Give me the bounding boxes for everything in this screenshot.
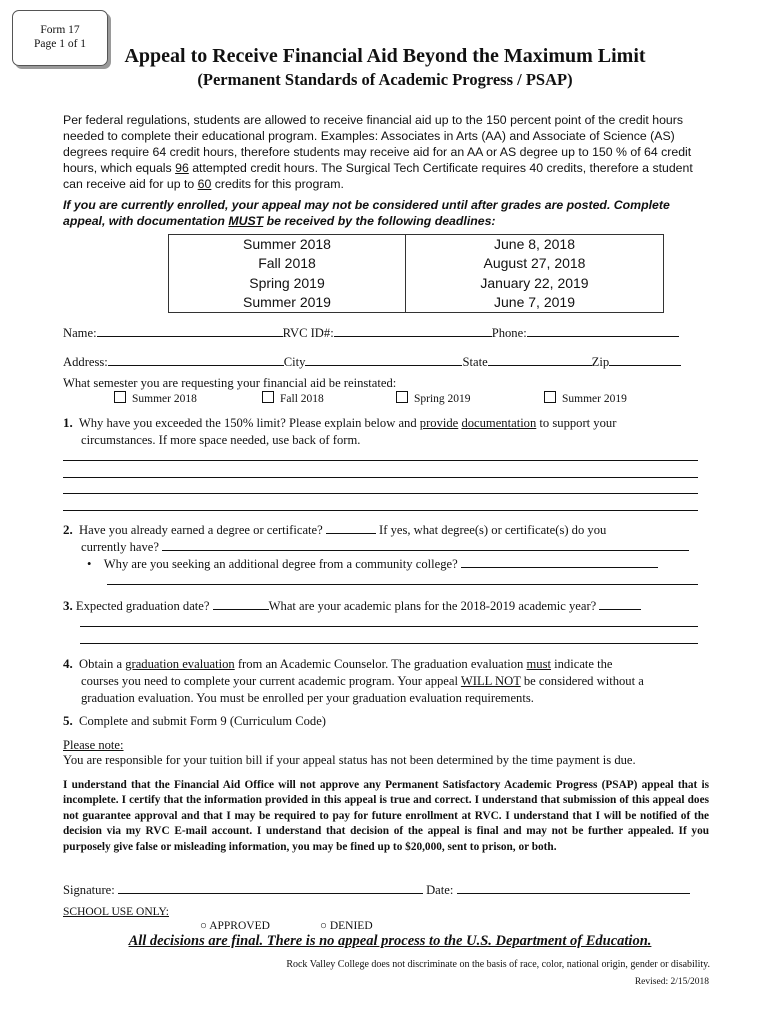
question-3: 3. Expected graduation date? What are your academic plans for the 2018-2019 academic year? [63,597,641,615]
address-field[interactable] [108,353,284,366]
city-label: City [283,355,306,369]
credits-60: 60 [197,177,212,191]
agreement-statement: I understand that the Financial Aid Office will not approve any Permanent Satisfactory Academic Progress (PSAP) appeal that is incomplete. I certify that the information provided in this appeal is true and correct. I understand that submission of this appeal does not guarantee approval and that I may be required to pay for future enrollment at RVC. I understand that I will be notified of the decision via my RVC E-mail account. I understand that decision of the appeal is final and may not be further appealed. If you purposely give false or misleading information, you may be fined up to $20,000, sent to prison, or both. [63,779,709,853]
checkbox-spring-2019[interactable] [396,391,408,403]
graduation-date-field[interactable] [213,597,269,610]
radio-icon: ○ [320,920,327,932]
enrollment-warning: If you are currently enrolled, your appeal may not be considered until after grades are posted. Complete appeal, with documentation MUST be received by the following deadlines: [63,198,670,228]
phone-field[interactable] [527,324,679,337]
radio-icon: ○ [200,920,207,932]
form-number-box [12,10,108,66]
answer-line[interactable] [63,510,698,511]
deadline-cell: January 22, 2019 [480,274,589,291]
state-label: State [462,355,488,369]
deadline-column [406,235,664,313]
term-cell: Fall 2018 [258,255,316,272]
semester-option: Spring 2019 [396,391,471,405]
denied-option[interactable]: ○ DENIED [320,920,373,932]
semester-question: What semester you are requesting your financial aid be reinstated: [63,376,397,390]
question-2: 2. Have you already earned a degree or certificate? If yes, what degree(s) or certificate(s) do you [63,522,607,537]
semester-option: Summer 2018 [114,391,197,405]
name-id-phone-row [63,324,679,341]
nondiscrimination-notice: Rock Valley College does not discriminate on the basis of race, color, national origin, gender or disability. [286,959,710,970]
question-4: 4. Obtain a graduation evaluation from an Academic Counselor. The graduation evaluation must indicate the courses you need to complete your current academic program. Your appeal WILL NOT be considered without a graduation evaluation. You must be enrolled per your graduation evaluation requirements. [63,656,644,705]
answer-line[interactable] [63,460,698,461]
rvc-id-label: RVC ID#: [282,326,334,340]
phone-label: Phone: [491,326,527,340]
semester-option: Fall 2018 [262,391,324,405]
answer-line[interactable] [80,643,698,644]
answer-line[interactable] [63,493,698,494]
credit-hours-96: 96 [175,161,189,175]
signature-field[interactable] [118,881,423,894]
current-degree-field[interactable] [162,538,689,551]
additional-degree-reason-field[interactable] [461,555,658,568]
checkbox-summer-2018[interactable] [114,391,126,403]
deadline-table [168,234,664,313]
name-field[interactable] [97,324,283,337]
answer-line[interactable] [63,477,698,478]
page-subtitle: (Permanent Standards of Academic Progress / PSAP) [197,70,573,89]
term-column [169,235,406,313]
question-5: 5. Complete and submit Form 9 (Curriculum Code) [63,713,326,728]
signature-row [63,881,690,899]
school-use-label: SCHOOL USE ONLY: [63,906,169,918]
revision-date: Revised: 2/15/2018 [634,977,709,987]
zip-label: Zip [591,355,610,369]
state-field[interactable] [488,353,592,366]
page-title: Appeal to Receive Financial Aid Beyond the Maximum Limit [124,45,646,67]
question-2-continued: currently have? [81,538,689,556]
answer-line[interactable] [80,626,698,627]
page-number: Page 1 of 1 [33,38,87,50]
form-number: Form 17 [40,24,80,36]
address-label: Address: [63,355,108,369]
academic-plans-field[interactable] [599,597,641,610]
deadline-cell: August 27, 2018 [483,255,586,272]
term-cell: Summer 2018 [243,236,331,252]
signature-label: Signature: [63,883,115,897]
date-field[interactable] [457,881,690,894]
name-label: Name: [63,326,97,340]
intro-paragraph: Per federal regulations, students are allowed to receive financial aid up to the 150 percent point of the credit hours needed to complete their educational program. Examples: Associates in Arts (AA) and Associate of Science (AS) degrees require 64 credit hours, therefore students may receive aid for an AA or AS degree up to 150 % of 64 credit hours, which equals 96 attempted credit hours. The Surgical Tech Certificate requires 40 credits, therefore a student can receive aid for up to 60 credits for this program. [63,113,693,191]
deadline-cell: June 8, 2018 [494,236,575,252]
address-row [63,353,681,370]
zip-field[interactable] [609,353,681,366]
note-text: You are responsible for your tuition bill if your appeal status has not been determined by the time payment is due. [63,753,636,767]
term-cell: Summer 2019 [243,293,331,310]
checkbox-summer-2019[interactable] [544,391,556,403]
answer-line[interactable] [107,584,698,585]
deadline-cell: June 7, 2019 [494,293,575,310]
earned-degree-field[interactable] [326,521,376,534]
final-statement: All decisions are final. There is no appeal process to the U.S. Department of Education. [128,933,652,949]
note-heading: Please note: [63,738,124,752]
term-cell: Spring 2019 [249,274,325,291]
checkbox-fall-2018[interactable] [262,391,274,403]
table-row [169,235,664,313]
city-field[interactable] [305,353,462,366]
date-label: Date: [426,883,454,897]
semester-option: Summer 2019 [544,391,627,405]
question-1: 1. Why have you exceeded the 150% limit? Please explain below and provide documentation to support your circumstances. If more space needed, use back of form. [63,415,617,447]
question-2-bullet: • Why are you seeking an additional degree from a community college? [87,555,658,573]
approved-option[interactable]: ○ APPROVED [200,920,270,932]
must-emphasis: MUST [228,214,264,228]
rvc-id-field[interactable] [334,324,492,337]
